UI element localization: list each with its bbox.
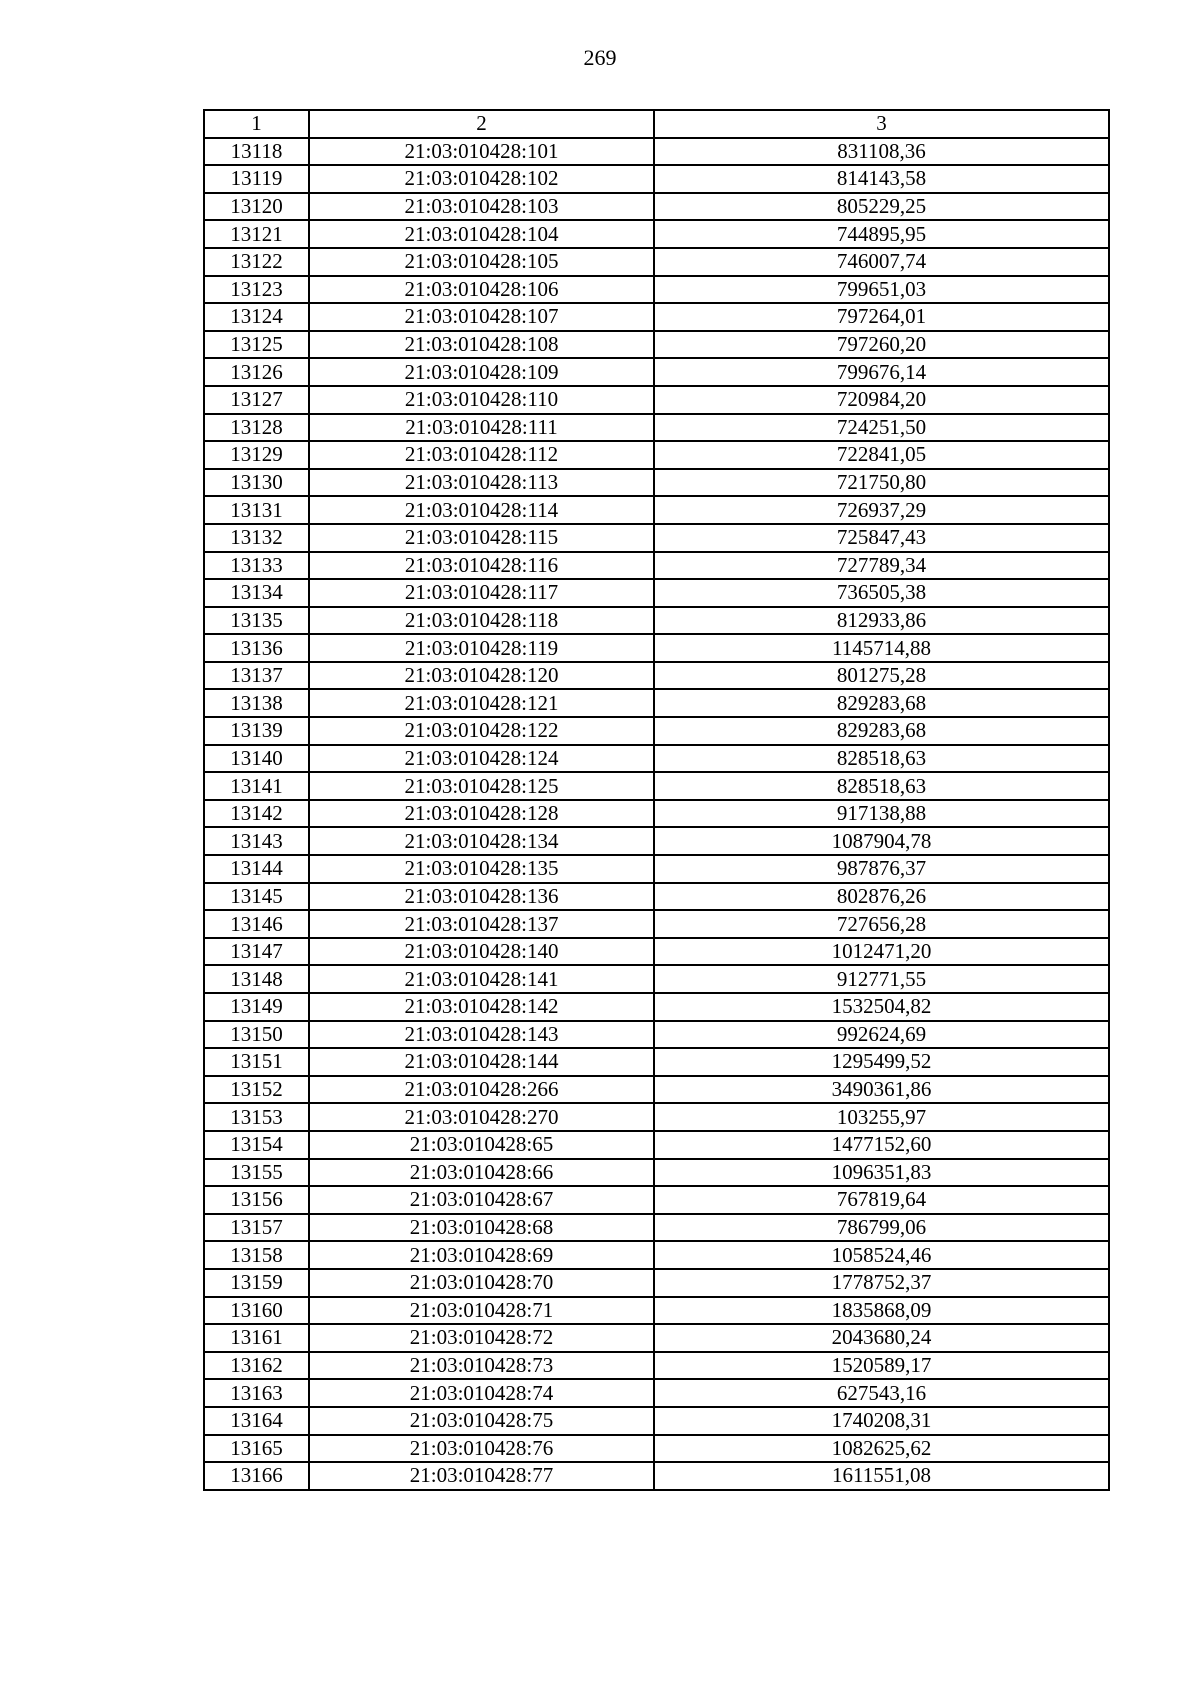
row-number-cell: 13129: [204, 441, 309, 469]
table-row: [204, 607, 1109, 635]
value-cell: 736505,38: [654, 579, 1109, 607]
cadastral-number-cell: 21:03:010428:118: [309, 607, 654, 635]
row-number-cell: 13155: [204, 1159, 309, 1187]
row-number-cell: 13139: [204, 717, 309, 745]
table-row: [204, 496, 1109, 524]
table-row: [204, 193, 1109, 221]
table-row: [204, 441, 1109, 469]
row-number-cell: 13126: [204, 358, 309, 386]
table-row: [204, 993, 1109, 1021]
row-number-cell: 13118: [204, 138, 309, 166]
cadastral-number-cell: 21:03:010428:140: [309, 938, 654, 966]
table-row: [204, 220, 1109, 248]
table-row: [204, 910, 1109, 938]
row-number-cell: 13147: [204, 938, 309, 966]
column-header-1: 1: [204, 110, 309, 138]
row-number-cell: 13133: [204, 552, 309, 580]
table-row: [204, 1103, 1109, 1131]
cadastral-number-cell: 21:03:010428:270: [309, 1103, 654, 1131]
row-number-cell: 13132: [204, 524, 309, 552]
cadastral-number-cell: 21:03:010428:125: [309, 772, 654, 800]
cadastral-number-cell: 21:03:010428:128: [309, 800, 654, 828]
cadastral-number-cell: 21:03:010428:72: [309, 1324, 654, 1352]
cadastral-number-cell: 21:03:010428:67: [309, 1186, 654, 1214]
row-number-cell: 13156: [204, 1186, 309, 1214]
value-cell: 797264,01: [654, 303, 1109, 331]
value-cell: 726937,29: [654, 496, 1109, 524]
value-cell: 3490361,86: [654, 1076, 1109, 1104]
data-table: [203, 109, 1110, 1491]
cadastral-number-cell: 21:03:010428:114: [309, 496, 654, 524]
value-cell: 812933,86: [654, 607, 1109, 635]
row-number-cell: 13142: [204, 800, 309, 828]
cadastral-number-cell: 21:03:010428:116: [309, 552, 654, 580]
value-cell: 1477152,60: [654, 1131, 1109, 1159]
cadastral-number-cell: 21:03:010428:71: [309, 1297, 654, 1325]
cadastral-number-cell: 21:03:010428:141: [309, 965, 654, 993]
table-row: [204, 965, 1109, 993]
table-row: [204, 1159, 1109, 1187]
value-cell: 1740208,31: [654, 1407, 1109, 1435]
row-number-cell: 13159: [204, 1269, 309, 1297]
value-cell: 1058524,46: [654, 1241, 1109, 1269]
table-row: [204, 717, 1109, 745]
value-cell: 627543,16: [654, 1379, 1109, 1407]
row-number-cell: 13134: [204, 579, 309, 607]
row-number-cell: 13150: [204, 1021, 309, 1049]
table-body: [204, 138, 1109, 1490]
value-cell: 799676,14: [654, 358, 1109, 386]
value-cell: 1532504,82: [654, 993, 1109, 1021]
row-number-cell: 13119: [204, 165, 309, 193]
row-number-cell: 13121: [204, 220, 309, 248]
column-header-2: 2: [309, 110, 654, 138]
cadastral-number-cell: 21:03:010428:68: [309, 1214, 654, 1242]
page-number: 269: [583, 45, 617, 70]
row-number-cell: 13160: [204, 1297, 309, 1325]
cadastral-number-cell: 21:03:010428:106: [309, 276, 654, 304]
table-row: [204, 303, 1109, 331]
value-cell: 727789,34: [654, 552, 1109, 580]
row-number-cell: 13154: [204, 1131, 309, 1159]
value-cell: 720984,20: [654, 386, 1109, 414]
column-header-3: 3: [654, 110, 1109, 138]
cadastral-number-cell: 21:03:010428:74: [309, 1379, 654, 1407]
table-row: [204, 1131, 1109, 1159]
cadastral-number-cell: 21:03:010428:104: [309, 220, 654, 248]
cadastral-number-cell: 21:03:010428:103: [309, 193, 654, 221]
value-cell: 767819,64: [654, 1186, 1109, 1214]
table-row: [204, 1324, 1109, 1352]
value-cell: 727656,28: [654, 910, 1109, 938]
row-number-cell: 13153: [204, 1103, 309, 1131]
table-row: [204, 1021, 1109, 1049]
cadastral-number-cell: 21:03:010428:115: [309, 524, 654, 552]
value-cell: 797260,20: [654, 331, 1109, 359]
table-row: [204, 1379, 1109, 1407]
value-cell: 1295499,52: [654, 1048, 1109, 1076]
table-row: [204, 276, 1109, 304]
value-cell: 1835868,09: [654, 1297, 1109, 1325]
value-cell: 828518,63: [654, 745, 1109, 773]
cadastral-number-cell: 21:03:010428:69: [309, 1241, 654, 1269]
row-number-cell: 13136: [204, 634, 309, 662]
value-cell: 799651,03: [654, 276, 1109, 304]
row-number-cell: 13131: [204, 496, 309, 524]
cadastral-number-cell: 21:03:010428:65: [309, 1131, 654, 1159]
cadastral-number-cell: 21:03:010428:142: [309, 993, 654, 1021]
value-cell: 828518,63: [654, 772, 1109, 800]
table-row: [204, 634, 1109, 662]
value-cell: 801275,28: [654, 662, 1109, 690]
table-row: [204, 469, 1109, 497]
cadastral-number-cell: 21:03:010428:110: [309, 386, 654, 414]
value-cell: 746007,74: [654, 248, 1109, 276]
table-header: [204, 110, 1109, 138]
table-row: [204, 1076, 1109, 1104]
value-cell: 786799,06: [654, 1214, 1109, 1242]
cadastral-number-cell: 21:03:010428:73: [309, 1352, 654, 1380]
table-row: [204, 745, 1109, 773]
row-number-cell: 13125: [204, 331, 309, 359]
cadastral-number-cell: 21:03:010428:144: [309, 1048, 654, 1076]
table-row: [204, 1214, 1109, 1242]
cadastral-number-cell: 21:03:010428:119: [309, 634, 654, 662]
cadastral-number-cell: 21:03:010428:105: [309, 248, 654, 276]
row-number-cell: 13151: [204, 1048, 309, 1076]
value-cell: 1012471,20: [654, 938, 1109, 966]
table-row: [204, 662, 1109, 690]
cadastral-number-cell: 21:03:010428:107: [309, 303, 654, 331]
cadastral-number-cell: 21:03:010428:77: [309, 1462, 654, 1490]
table-row: [204, 358, 1109, 386]
table-row: [204, 855, 1109, 883]
row-number-cell: 13124: [204, 303, 309, 331]
cadastral-number-cell: 21:03:010428:113: [309, 469, 654, 497]
table-row: [204, 138, 1109, 166]
value-cell: 805229,25: [654, 193, 1109, 221]
table-row: [204, 883, 1109, 911]
value-cell: 1145714,88: [654, 634, 1109, 662]
table-row: [204, 938, 1109, 966]
table-row: [204, 579, 1109, 607]
table-row: [204, 1462, 1109, 1490]
value-cell: 725847,43: [654, 524, 1109, 552]
value-cell: 103255,97: [654, 1103, 1109, 1131]
cadastral-number-cell: 21:03:010428:66: [309, 1159, 654, 1187]
table-row: [204, 689, 1109, 717]
cadastral-number-cell: 21:03:010428:109: [309, 358, 654, 386]
row-number-cell: 13152: [204, 1076, 309, 1104]
table-row: [204, 414, 1109, 442]
row-number-cell: 13140: [204, 745, 309, 773]
row-number-cell: 13166: [204, 1462, 309, 1490]
table-row: [204, 800, 1109, 828]
value-cell: 721750,80: [654, 469, 1109, 497]
table-row: [204, 386, 1109, 414]
row-number-cell: 13161: [204, 1324, 309, 1352]
row-number-cell: 13123: [204, 276, 309, 304]
cadastral-number-cell: 21:03:010428:111: [309, 414, 654, 442]
row-number-cell: 13143: [204, 827, 309, 855]
cadastral-number-cell: 21:03:010428:70: [309, 1269, 654, 1297]
cadastral-number-cell: 21:03:010428:120: [309, 662, 654, 690]
cadastral-number-cell: 21:03:010428:266: [309, 1076, 654, 1104]
cadastral-number-cell: 21:03:010428:76: [309, 1435, 654, 1463]
value-cell: 987876,37: [654, 855, 1109, 883]
row-number-cell: 13163: [204, 1379, 309, 1407]
table-row: [204, 1186, 1109, 1214]
table-row: [204, 552, 1109, 580]
row-number-cell: 13141: [204, 772, 309, 800]
cadastral-number-cell: 21:03:010428:143: [309, 1021, 654, 1049]
value-cell: 912771,55: [654, 965, 1109, 993]
value-cell: 992624,69: [654, 1021, 1109, 1049]
table-row: [204, 165, 1109, 193]
value-cell: 1778752,37: [654, 1269, 1109, 1297]
table-row: [204, 1048, 1109, 1076]
cadastral-number-cell: 21:03:010428:101: [309, 138, 654, 166]
table-row: [204, 1407, 1109, 1435]
row-number-cell: 13158: [204, 1241, 309, 1269]
value-cell: 1611551,08: [654, 1462, 1109, 1490]
table-row: [204, 1241, 1109, 1269]
cadastral-number-cell: 21:03:010428:136: [309, 883, 654, 911]
table-row: [204, 1435, 1109, 1463]
row-number-cell: 13138: [204, 689, 309, 717]
value-cell: 744895,95: [654, 220, 1109, 248]
value-cell: 722841,05: [654, 441, 1109, 469]
row-number-cell: 13146: [204, 910, 309, 938]
value-cell: 831108,36: [654, 138, 1109, 166]
value-cell: 724251,50: [654, 414, 1109, 442]
cadastral-number-cell: 21:03:010428:102: [309, 165, 654, 193]
value-cell: 1096351,83: [654, 1159, 1109, 1187]
value-cell: 1087904,78: [654, 827, 1109, 855]
value-cell: 917138,88: [654, 800, 1109, 828]
row-number-cell: 13145: [204, 883, 309, 911]
value-cell: 1520589,17: [654, 1352, 1109, 1380]
row-number-cell: 13148: [204, 965, 309, 993]
table-row: [204, 1269, 1109, 1297]
row-number-cell: 13144: [204, 855, 309, 883]
cadastral-number-cell: 21:03:010428:117: [309, 579, 654, 607]
table-row: [204, 772, 1109, 800]
value-cell: 802876,26: [654, 883, 1109, 911]
cadastral-number-cell: 21:03:010428:137: [309, 910, 654, 938]
row-number-cell: 13164: [204, 1407, 309, 1435]
cadastral-number-cell: 21:03:010428:75: [309, 1407, 654, 1435]
cadastral-number-cell: 21:03:010428:134: [309, 827, 654, 855]
cadastral-number-cell: 21:03:010428:108: [309, 331, 654, 359]
row-number-cell: 13135: [204, 607, 309, 635]
table-row: [204, 827, 1109, 855]
row-number-cell: 13128: [204, 414, 309, 442]
value-cell: 2043680,24: [654, 1324, 1109, 1352]
table-row: [204, 331, 1109, 359]
row-number-cell: 13157: [204, 1214, 309, 1242]
row-number-cell: 13165: [204, 1435, 309, 1463]
table-row: [204, 524, 1109, 552]
row-number-cell: 13130: [204, 469, 309, 497]
value-cell: 1082625,62: [654, 1435, 1109, 1463]
table-row: [204, 248, 1109, 276]
cadastral-number-cell: 21:03:010428:122: [309, 717, 654, 745]
table-row: [204, 1352, 1109, 1380]
cadastral-number-cell: 21:03:010428:112: [309, 441, 654, 469]
row-number-cell: 13162: [204, 1352, 309, 1380]
row-number-cell: 13120: [204, 193, 309, 221]
row-number-cell: 13127: [204, 386, 309, 414]
table-row: [204, 1297, 1109, 1325]
cadastral-number-cell: 21:03:010428:121: [309, 689, 654, 717]
row-number-cell: 13137: [204, 662, 309, 690]
row-number-cell: 13122: [204, 248, 309, 276]
header-row: [204, 110, 1109, 138]
cadastral-number-cell: 21:03:010428:135: [309, 855, 654, 883]
value-cell: 814143,58: [654, 165, 1109, 193]
value-cell: 829283,68: [654, 717, 1109, 745]
cadastral-number-cell: 21:03:010428:124: [309, 745, 654, 773]
row-number-cell: 13149: [204, 993, 309, 1021]
value-cell: 829283,68: [654, 689, 1109, 717]
